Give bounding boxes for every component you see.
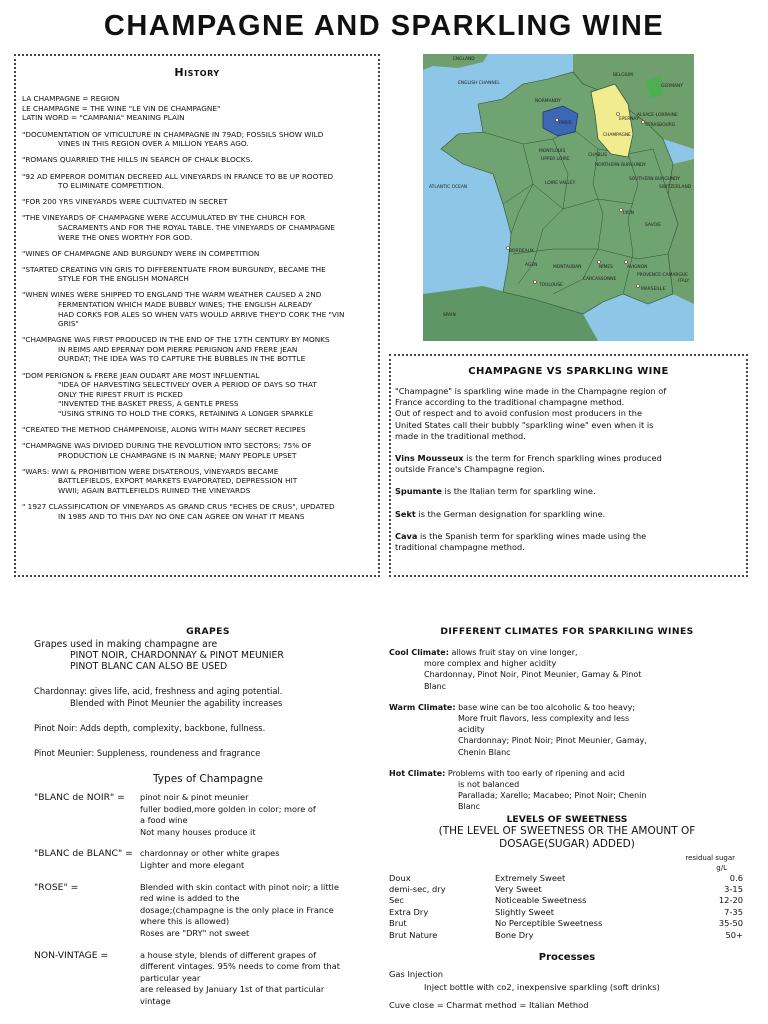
hot-climate-text: Blanc: [458, 802, 481, 812]
sweetness-subtitle-line: (THE LEVEL OF SWEETNESS OR THE AMOUNT OF: [438, 824, 696, 837]
history-item: [22, 335, 372, 364]
sweetness-level-name: Doux: [389, 872, 411, 883]
vs-intro-line: "Champagne" is sparkling wine made in the Champagne region of: [395, 386, 667, 396]
grapes-list: PINOT NOIR, CHARDONNAY & PINOT MEUNIER: [70, 650, 284, 661]
sweetness-level-desc: Extremely Sweet: [495, 872, 566, 883]
history-item: [22, 265, 372, 284]
history-lead-line: LATIN WORD = "CAMPANIA" MEANING PLAIN: [22, 113, 185, 123]
sweetness-level-desc: Slightly Sweet: [495, 906, 555, 917]
sweetness-level-desc: Bone Dry: [495, 929, 534, 940]
climates-heading: DIFFERENT CLIMATES FOR SPARKILING WINES: [440, 626, 694, 637]
history-item: [22, 197, 372, 207]
map-label-strasbourg: Strasbourg: [645, 123, 676, 128]
sweetness-level-value: 7-35: [724, 906, 743, 917]
gas-injection-label: Gas Injection: [389, 969, 444, 980]
champagne-type-line: red wine is added to the: [140, 893, 240, 904]
history-item-line: OURDAT; THE IDEA WAS TO CAPTURE THE BUBBLES IN THE BOTTLE: [58, 354, 306, 364]
history-item-line: IN REIMS AND EPERNAY DOM PIERRE PERIGNON AND FRERE JEAN: [58, 344, 298, 354]
history-item: [22, 467, 372, 496]
champagne-type-line: a food wine: [140, 815, 188, 826]
hot-climate-text: Parallada; Xarello; Macabeo; Pinot Noir; Chenin: [458, 791, 647, 801]
map-label-loire-valley: Loire Valley: [545, 181, 576, 186]
vins-mousseux-term: Vins Mousseux: [395, 453, 464, 464]
map-label-nimes: Nîmes: [599, 265, 613, 270]
map-label-atlantic: Atlantic Ocean: [429, 185, 468, 190]
map-label-england: England: [453, 57, 475, 62]
sweetness-level-name: Brut Nature: [389, 929, 438, 940]
residual-sugar-unit: g/L: [716, 863, 727, 872]
history-item-line: SACRAMENTS AND FOR THE ROYAL TABLE. THE VINEYARDS OF CHAMPAGNE: [58, 222, 335, 232]
history-item-line: GRIS": [58, 319, 79, 329]
map-label-channel: English Channel: [458, 81, 500, 86]
map-label-southern-burgundy: Southern Burgundy: [629, 177, 680, 182]
sweetness-level-desc: No Perceptible Sweetness: [495, 918, 603, 929]
history-item: [22, 441, 372, 460]
types-heading: Types of Champagne: [153, 773, 263, 785]
history-item-line: STYLE FOR THE ENGLISH MONARCH: [58, 274, 189, 284]
sweetness-subtitle-line: DOSAGE(SUGAR) ADDED): [499, 837, 635, 850]
map-label-provence: Provence-Camargue: [637, 273, 688, 278]
hot-climate-text: is not balanced: [458, 780, 520, 790]
sekt-def: [395, 509, 742, 520]
sweetness-row: [389, 873, 745, 884]
history-item-line: "CREATED THE METHOD CHAMPENOISE, ALONG WITH MANY SECRET RECIPES: [22, 425, 306, 435]
map-label-savoie: Savoie: [645, 223, 662, 228]
history-item: [22, 290, 372, 328]
champagne-type: [34, 950, 382, 1008]
champagne-type: [34, 792, 382, 838]
history-item-line: VINES IN THIS REGION OVER A MILLION YEARS AGO.: [58, 139, 249, 149]
history-lead-line: LE CHAMPAGNE = THE WINE "LE VIN DE CHAMPAGNE": [22, 103, 221, 113]
history-item-line: "THE VINEYARDS OF CHAMPAGNE WERE ACCUMULATED BY THE CHURCH FOR: [22, 213, 306, 223]
history-item-line: BATTLEFIELDS, EXPORT MARKETS EVAPORATED, DEPRESSION HIT: [58, 476, 298, 486]
history-item: [22, 155, 372, 165]
champagne-type-line: Blended with skin contact with pinot noir; a little: [140, 881, 339, 892]
champagne-type-name: "BLANC de NOIR" =: [34, 792, 125, 803]
cool-climate-text: Chardonnay, Pinot Noir, Pinot Meunier, Gamay & Pinot: [424, 670, 642, 680]
gas-injection-desc: Inject bottle with co2, inexpensive sparkling (soft drinks): [424, 982, 660, 993]
spumante-term: Spumante: [395, 486, 442, 497]
vins-mousseux-text: outside France's Champagne region.: [395, 464, 545, 475]
types-list: [34, 792, 382, 1008]
map-label-montlouis: Montlouis: [539, 149, 566, 154]
map-label-normandy: Normandy: [535, 99, 561, 104]
history-box: [14, 54, 380, 577]
hot-climate: [389, 768, 745, 813]
history-item-line: WERE THE ONES WORTHY FOR GOD.: [58, 232, 193, 242]
map-label-paris: Paris: [559, 121, 572, 126]
champagne-type-line: chardonnay or other white grapes: [140, 848, 280, 859]
grapes-pinot-blanc: PINOT BLANC CAN ALSO BE USED: [70, 661, 228, 672]
warm-climate-text: Chenin Blanc: [458, 747, 511, 757]
history-item-line: "INVENTED THE BASKET PRESS, A GENTLE PRESS: [58, 399, 239, 409]
history-item-line: FERMENTATION WHICH MADE BUBBLY WINES; THE ENGLISH ALREADY: [58, 300, 313, 309]
sweetness-level-value: 35-50: [718, 918, 743, 929]
history-item-line: "IDEA OF HARVESTING SELECTIVELY OVER A PERIOD OF DAYS SO THAT: [58, 380, 317, 390]
grapes-heading: GRAPES: [186, 626, 230, 637]
sweetness-heading: LEVELS OF SWEETNESS: [506, 813, 628, 825]
map-label-belgium: Belgium: [613, 73, 633, 78]
champagne-type-line: a house style, blends of different grapes of: [140, 949, 316, 960]
champagne-type: [34, 882, 382, 940]
map-label-northern-burgundy: Northern Burgundy: [595, 163, 646, 168]
history-item-line: HAD CORKS FOR ALES SO WHEN VATS WOULD ARRIVE THEY'D CORK THE "VIN: [58, 309, 345, 319]
history-item-line: ONLY THE RIPEST FRUIT IS PICKED: [58, 389, 183, 399]
history-item-line: "WARS: WWI & PROHIBITION WERE DISATEROUS, VINEYARDS BECAME: [22, 466, 279, 476]
residual-sugar-label: [389, 853, 745, 873]
history-item-line: "CHAMPAGNE WAS DIVIDED DURING THE REVOLUTION INTO SECTORS: 75% OF: [22, 441, 312, 451]
cool-climate: [389, 647, 745, 692]
map-label-avignon: Avignon: [627, 265, 648, 270]
map-label-chablis: Chablis: [588, 153, 607, 158]
champagne-type-name: NON-VINTAGE =: [34, 949, 109, 961]
champagne-type-description: [140, 950, 382, 1008]
warm-climate-label: Warm Climate:: [389, 702, 456, 712]
map-label-montauban: Montauban: [553, 265, 582, 270]
history-item-line: " 1927 CLASSIFICATION OF VINEYARDS AS GRAND CRUS "ECHES DE CRUS", UPDATED: [22, 502, 335, 512]
history-item: [22, 213, 372, 242]
history-item-line: "STARTED CREATING VIN GRIS TO DIFFERENTUATE FROM BURGUNDY, BECAME THE: [22, 264, 326, 274]
warm-climate-text: Chardonnay; Pinot Noir; Pinot Meunier, Gamay,: [458, 736, 647, 746]
map-label-germany: Germany: [661, 84, 683, 89]
history-item-line: TO ELIMINATE COMPETITION.: [58, 181, 164, 191]
map-label-switzerland: Switzerland: [659, 185, 692, 190]
history-lead-line: LA CHAMPAGNE = REGION: [22, 94, 120, 103]
cool-climate-text: Blanc: [424, 681, 447, 691]
history-item: [22, 502, 372, 521]
history-heading: History: [174, 66, 220, 79]
sweetness-level-value: 12-20: [718, 895, 743, 906]
history-item-line: "ROMANS QUARRIED THE HILLS IN SEARCH OF CHALK BLOCKS.: [22, 155, 253, 165]
champagne-type-line: Not many houses produce it: [140, 826, 256, 837]
cool-climate-text: more complex and higher acidity: [424, 659, 557, 669]
grapes-intro: Grapes used in making champagne are: [34, 639, 218, 650]
cool-climate-text: allows fruit stay on vine longer,: [448, 648, 578, 657]
map-label-epernay: Epernay: [619, 117, 639, 122]
cuve-close-method: Cuve close = Charmat method = Italian Method: [389, 1000, 589, 1011]
history-item-line: "92 AD EMPEROR DOMITIAN DECREED ALL VINEYARDS IN FRANCE TO BE UP ROOTED: [22, 171, 334, 181]
processes-heading: Processes: [538, 952, 596, 964]
champagne-type-description: [140, 848, 382, 871]
sweetness-row: [389, 918, 745, 929]
cava-term: Cava: [395, 530, 418, 541]
champagne-type-line: Roses are "DRY" not sweet: [140, 927, 250, 938]
france-wine-map: [423, 54, 694, 341]
vins-mousseux-def: [395, 453, 742, 475]
champagne-type-line: particular year: [140, 972, 201, 983]
champagne-type-line: fuller bodied,more golden in color; more of: [140, 803, 316, 814]
champagne-type-line: vintage: [140, 995, 171, 1006]
history-item-line: "FOR 200 YRS VINEYARDS WERE CULTIVATED IN SECRET: [22, 197, 228, 207]
map-label-champagne: Champagne: [603, 133, 631, 138]
champagne-type-line: dosage;(champagne is the only place in France: [140, 904, 334, 915]
sweetness-level-name: demi-sec, dry: [389, 884, 446, 895]
chardonnay-note: [34, 685, 382, 709]
history-item-line: "DOCUMENTATION OF VITICULTURE IN CHAMPAGNE IN 79AD; FOSSILS SHOW WILD: [22, 129, 324, 139]
champagne-type-line: are released by January 1st of that particular: [140, 984, 325, 995]
champagne-type: [34, 848, 382, 871]
page-title: CHAMPAGNE AND SPARKLING WINE: [103, 10, 665, 42]
cool-climate-label: Cool Climate:: [389, 648, 449, 657]
sweetness-row: [389, 884, 745, 895]
map-label-spain: Spain: [443, 313, 456, 318]
france-map-graphic: [423, 54, 694, 341]
cava-text: is the Spanish term for sparkling wines made using the: [417, 530, 647, 541]
champagne-type-line: Lighter and more elegant: [140, 859, 245, 870]
sweetness-level-name: Brut: [389, 918, 407, 929]
sweetness-level-desc: Very Sweet: [495, 884, 542, 895]
history-item-line: IN 1985 AND TO THIS DAY NO ONE CAN AGREE ON WHAT IT MEANS: [58, 511, 305, 521]
champagne-type-description: [140, 792, 382, 838]
sweetness-table: [389, 873, 745, 941]
vs-intro-line: United States call their bubbly "sparkling wine" even when it is: [395, 419, 654, 430]
history-item: [22, 371, 372, 419]
map-label-toulouse: Toulouse: [539, 283, 563, 288]
vs-intro-line: made in the traditional method.: [395, 430, 526, 441]
warm-climate-text: acidity: [458, 725, 485, 735]
sweetness-level-value: 0.6: [729, 872, 743, 883]
sweetness-row: [389, 907, 745, 918]
sweetness-level-name: Sec: [389, 895, 404, 906]
sweetness-level-desc: Noticeable Sweetness: [495, 895, 587, 906]
champagne-type-line: pinot noir & pinot meunier: [140, 792, 249, 802]
history-item-line: "CHAMPAGNE WAS FIRST PRODUCED IN THE END OF THE 17TH CENTURY BY MONKS: [22, 335, 330, 345]
vs-intro: [395, 386, 742, 442]
champagne-type-name: "BLANC de BLANC" =: [34, 848, 133, 860]
pinot-noir-note: Pinot Noir: Adds depth, complexity, backbone, fullness.: [34, 723, 266, 733]
hot-climate-text: Problems with too early of ripening and acid: [445, 768, 625, 778]
pinot-meunier-note: Pinot Meunier: Suppleness, roundeness and fragrance: [34, 748, 261, 758]
map-label-lyon: Lyon: [623, 211, 635, 216]
champagne-vs-sparkling-box: [389, 354, 748, 577]
sweetness-row: [389, 895, 745, 906]
cava-def: [395, 531, 742, 553]
chardonnay-line: Blended with Pinot Meunier the agability increases: [70, 698, 283, 708]
sweetness-subtitle: [389, 825, 745, 851]
cava-text: traditional champagne method.: [395, 542, 525, 553]
sekt-text: is the German designation for sparkling wine.: [415, 508, 606, 519]
history-item-line: WWII; AGAIN BATTLEFIELDS RUINED THE VINEYARDS: [58, 486, 251, 495]
history-item-line: "USING STRING TO HOLD THE CORKS, RETAINING A LONGER SPARKLE: [58, 408, 314, 418]
map-label-carcassonne: Carcassonne: [583, 277, 617, 282]
history-list: [22, 130, 372, 522]
hot-climate-label: Hot Climate:: [389, 768, 446, 778]
history-item: [22, 172, 372, 191]
map-label-marseille: Marseille: [641, 287, 666, 292]
champagne-type-line: different vintages. 95% needs to come from that: [140, 961, 340, 972]
climates-and-sweetness-column: [389, 626, 745, 1012]
history-item: [22, 425, 372, 435]
map-label-bordeaux: Bordeaux: [509, 249, 534, 254]
spumante-text: is the Italian term for sparkling wine.: [441, 486, 596, 497]
champagne-type-name: "ROSE" =: [34, 881, 79, 893]
map-label-agen: Agen: [525, 263, 538, 268]
map-label-italy: Italy: [678, 279, 690, 284]
sweetness-level-value: 50+: [725, 929, 743, 940]
sweetness-row: [389, 930, 745, 941]
vs-heading: CHAMPAGNE VS SPARKLING WINE: [468, 366, 669, 377]
history-item-line: "WINES OF CHAMPAGNE AND BURGUNDY WERE IN COMPETITION: [22, 248, 260, 258]
sweetness-level-name: Extra Dry: [389, 906, 429, 917]
map-label-upper-loire: Upper Loire: [541, 157, 570, 162]
grapes-and-types-column: [34, 626, 382, 1018]
map-label-alsace: Alsace-Lorraine: [637, 113, 678, 118]
history-item-line: "DOM PERIGNON & FRERE JEAN OUDART ARE MOST INFLUENTIAL: [22, 370, 260, 380]
vs-intro-line: France according to the traditional champagne method.: [395, 397, 625, 408]
warm-climate-text: More fruit flavors, less complexity and less: [458, 714, 630, 724]
history-item-line: PRODUCTION LE CHAMPAGNE IS IN MARNE; MANY PEOPLE UPSET: [58, 450, 297, 460]
spumante-def: [395, 486, 742, 497]
sekt-term: Sekt: [395, 508, 416, 519]
vins-mousseux-text: is the term for French sparkling wines produced: [463, 453, 662, 464]
chardonnay-line: Chardonnay: gives life, acid, freshness and aging potential.: [34, 686, 283, 696]
history-item: [22, 249, 372, 259]
history-lead: [22, 94, 372, 123]
champagne-type-description: [140, 882, 382, 940]
history-item: [22, 130, 372, 149]
residual-sugar-text: residual sugar: [685, 853, 735, 862]
champagne-type-line: where this is allowed): [140, 916, 230, 927]
vs-intro-line: Out of respect and to avoid confusion most producers in the: [395, 408, 642, 419]
history-item-line: "WHEN WINES WERE SHIPPED TO ENGLAND THE WARM WEATHER CAUSED A 2ND: [22, 290, 322, 300]
warm-climate-text: base wine can be too alcoholic & too heavy;: [455, 702, 636, 712]
warm-climate: [389, 702, 745, 758]
sweetness-level-value: 3-15: [724, 884, 743, 895]
